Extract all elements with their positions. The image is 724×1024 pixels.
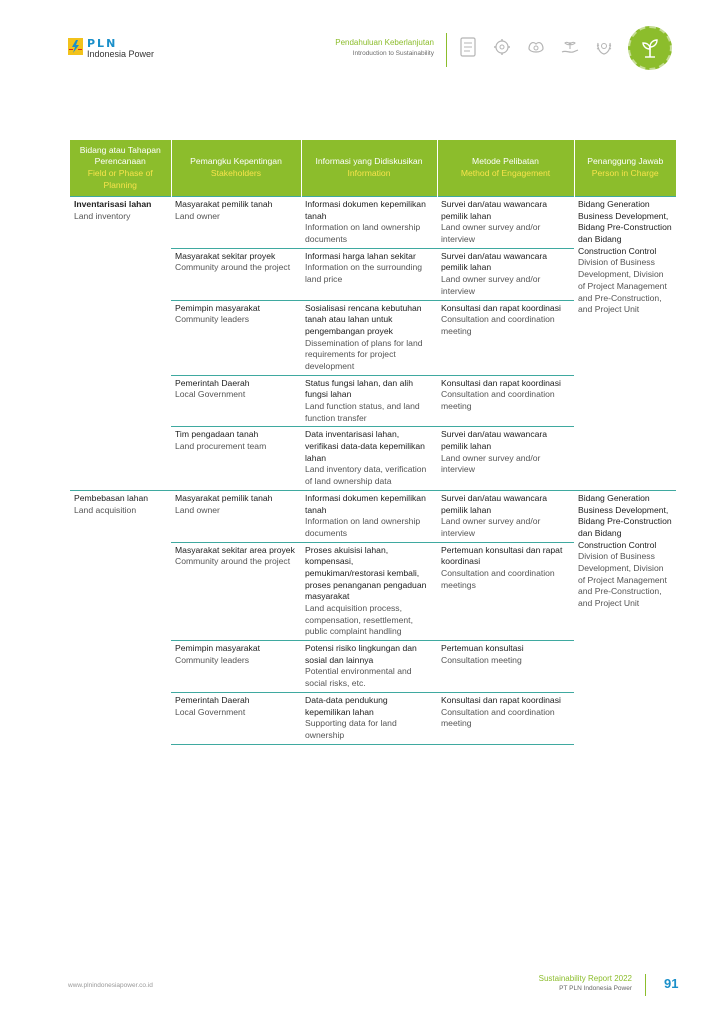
section-nav xyxy=(458,36,614,58)
table-row xyxy=(70,197,676,249)
information-cell: Sosialisasi rencana kebutuhan tanah atau lahan untuk pengembangan proyek Dissemination of plans for land requirements for project development xyxy=(301,300,437,375)
method-cell: Survei dan/atau wawancara pemilik lahan Land owner survey and/or interview xyxy=(437,490,574,542)
header-person-in-charge: Penanggung Jawab Person in Charge xyxy=(574,140,676,197)
header-divider xyxy=(446,33,447,67)
stakeholder-engagement-table xyxy=(70,140,676,745)
information-cell: Potensi risiko lingkungan dan sosial dan lainnya Potential environmental and social risks, etc. xyxy=(301,641,437,693)
footer-report-info xyxy=(539,974,632,992)
plant-active-icon[interactable] xyxy=(628,26,672,70)
website-url[interactable]: www.plnindonesiapower.co.id xyxy=(68,982,153,989)
footer-divider xyxy=(645,974,646,996)
information-cell: Informasi dokumen kepemilikan tanah Information on land ownership documents xyxy=(301,490,437,542)
method-cell: Survei dan/atau wawancara pemilik lahan Land owner survey and/or interview xyxy=(437,427,574,490)
header-method: Metode Pelibatan Method of Engagement xyxy=(437,140,574,197)
stakeholder-cell: Masyarakat pemilik tanah Land owner xyxy=(171,197,301,249)
section-title-en: Introduction to Sustainability xyxy=(352,50,434,57)
page-number: 91 xyxy=(664,976,679,991)
gear-people-icon[interactable] xyxy=(492,36,512,58)
header-information: Informasi yang Didiskusikan Information xyxy=(301,140,437,197)
stakeholder-cell: Masyarakat sekitar proyek Community around the project xyxy=(171,248,301,300)
information-cell: Data inventarisasi lahan, verifikasi data-data kepemilikan lahan Land inventory data, verification of land ownership data xyxy=(301,427,437,490)
company-logo xyxy=(68,38,154,59)
section-title-id: Pendahuluan Keberlanjutan xyxy=(335,38,434,47)
information-cell: Status fungsi lahan, dan alih fungsi lahan Land function status, and land function transfer xyxy=(301,375,437,427)
information-cell: Data-data pendukung kepemilikan lahan Supporting data for land ownership xyxy=(301,692,437,744)
pln-lightning-icon xyxy=(68,38,83,55)
header-field: Bidang atau Tahapan Perencanaan Field or Phase of Planning xyxy=(70,140,171,197)
stakeholder-cell: Pemerintah Daerah Local Government xyxy=(171,692,301,744)
method-cell: Konsultasi dan rapat koordinasi Consultation and coordination meeting xyxy=(437,375,574,427)
leaf-wreath-icon[interactable] xyxy=(594,36,614,58)
logo-subtitle: Indonesia Power xyxy=(87,49,155,59)
field-cell: Pembebasan lahan Land acquisition xyxy=(70,490,171,744)
information-cell: Informasi dokumen kepemilikan tanah Information on land ownership documents xyxy=(301,197,437,249)
person-in-charge-cell: Bidang Generation Business Development, Bidang Pre-Construction dan Bidang Construction Control Division of Business Development, Division of Project Management and Pre-Construction, and Project Unit xyxy=(574,490,676,744)
header-stakeholders: Pemangku Kepentingan Stakeholders xyxy=(171,140,301,197)
stakeholder-cell: Masyarakat pemilik tanah Land owner xyxy=(171,490,301,542)
report-title: Sustainability Report 2022 xyxy=(538,974,632,983)
table-header-row xyxy=(70,140,676,197)
person-in-charge-cell: Bidang Generation Business Development, Bidang Pre-Construction dan Bidang Construction Control Division of Business Development, Division of Project Management and Pre-Construction, and Project Unit xyxy=(574,197,676,491)
stakeholder-cell: Pemimpin masyarakat Community leaders xyxy=(171,300,301,375)
method-cell: Pertemuan konsultasi Consultation meeting xyxy=(437,641,574,693)
hand-plant-icon[interactable] xyxy=(560,36,580,58)
logo-title: PLN xyxy=(87,37,118,50)
section-heading xyxy=(335,38,434,57)
field-cell: Inventarisasi lahan Land inventory xyxy=(70,197,171,491)
information-cell: Informasi harga lahan sekitar Information on the surrounding land price xyxy=(301,248,437,300)
company-name: PT PLN Indonesia Power xyxy=(559,985,632,992)
stakeholder-cell: Masyarakat sekitar area proyek Community around the project xyxy=(171,542,301,641)
stakeholder-cell: Tim pengadaan tanah Land procurement team xyxy=(171,427,301,490)
table-row xyxy=(70,490,676,542)
stakeholder-cell: Pemimpin masyarakat Community leaders xyxy=(171,641,301,693)
method-cell: Survei dan/atau wawancara pemilik lahan Land owner survey and/or interview xyxy=(437,248,574,300)
method-cell: Konsultasi dan rapat koordinasi Consultation and coordination meeting xyxy=(437,692,574,744)
information-cell: Proses akuisisi lahan, kompensasi, pemukiman/restorasi kembali, proses penanganan pengaduan masyarakat Land acquisition process, compensation, resettlement, public complaint handling xyxy=(301,542,437,641)
method-cell: Survei dan/atau wawancara pemilik lahan Land owner survey and/or interview xyxy=(437,197,574,249)
stakeholder-cell: Pemerintah Daerah Local Government xyxy=(171,375,301,427)
hands-icon[interactable] xyxy=(526,36,546,58)
document-icon[interactable] xyxy=(458,36,478,58)
method-cell: Pertemuan konsultasi dan rapat koordinasi Consultation and coordination meetings xyxy=(437,542,574,641)
method-cell: Konsultasi dan rapat koordinasi Consultation and coordination meeting xyxy=(437,300,574,375)
